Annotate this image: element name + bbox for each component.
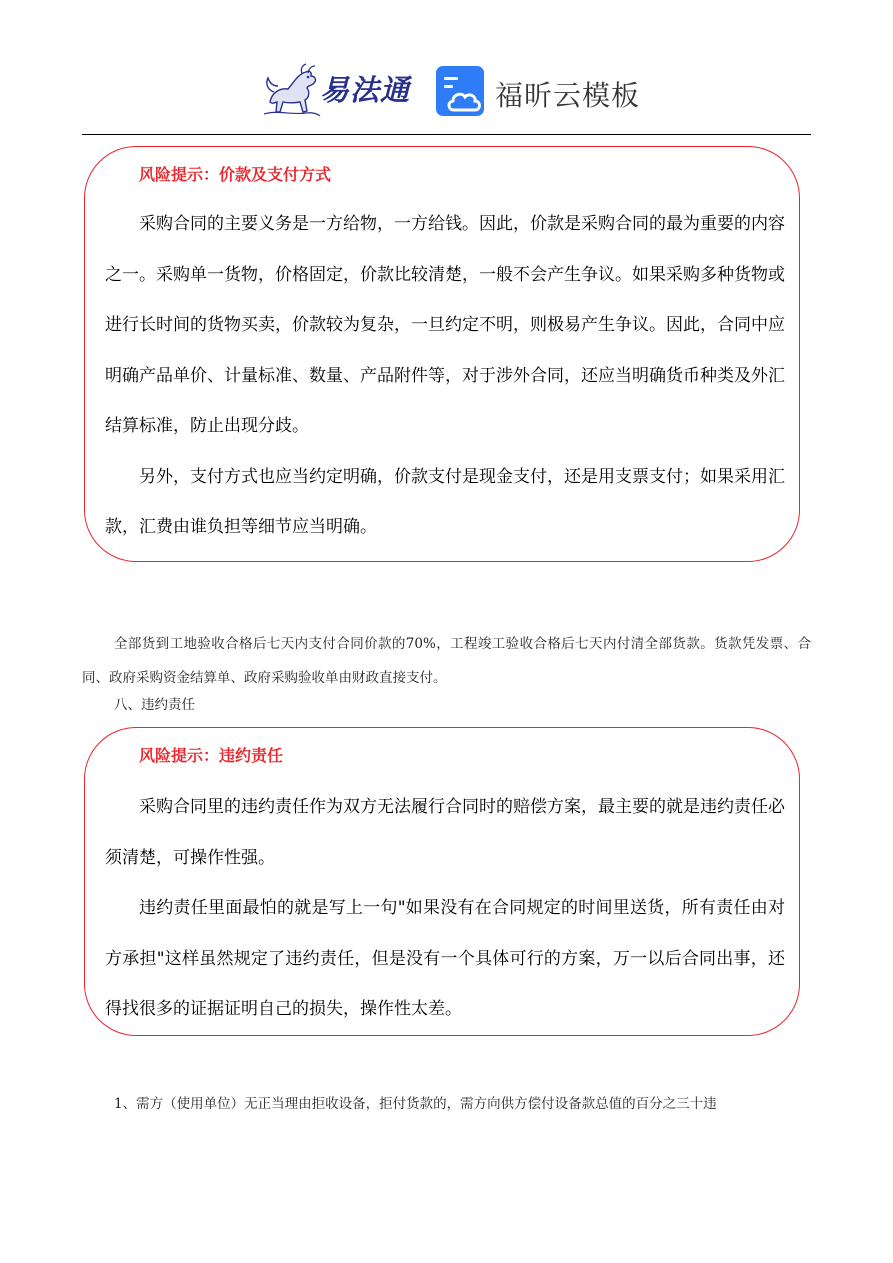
risk-tip-liability-paragraph: 违约责任里面最怕的就是写上一句"如果没有在合同规定的时间里送货，所有责任由对方承担"这样虽然规定了违约责任，但是没有一个具体可行的方案，万一以后合同出事，还得找很多的证据证明自己的损失，操作性太差。 <box>105 898 785 1019</box>
liability-clause-1: 1、需方（使用单位）无正当理由拒收设备，拒付货款的，需方向供方偿付设备款总值的百分之三十违 <box>114 1096 717 1112</box>
qilin-emblem-icon <box>262 62 322 118</box>
risk-tip-payment-title: 风险提示：价款及支付方式 <box>139 165 332 184</box>
risk-tip-payment-paragraph: 采购合同的主要义务是一方给物，一方给钱。因此，价款是采购合同的最为重要的内容之一。采购单一货物，价格固定，价款比较清楚，一般不会产生争议。如果采购多种货物或进行长时间的货物买卖，价款较为复杂，一旦约定不明，则极易产生争议。因此，合同中应明确产品单价、计量标准、数量、产品附件等，对于涉外合同，还应当明确货币种类及外汇结算标准，防止出现分歧。 <box>105 214 785 436</box>
section-8-heading: 八、违约责任 <box>114 697 195 713</box>
risk-tip-liability-box <box>84 727 800 1036</box>
risk-tip-payment-paragraph: 另外，支付方式也应当约定明确，价款支付是现金支付，还是用支票支付；如果采用汇款，汇费由谁负担等细节应当明确。 <box>105 466 785 537</box>
risk-tip-payment-box <box>84 146 800 562</box>
cloud-document-icon <box>436 66 486 116</box>
foxit-cloud-template-text: 福昕云模板 <box>495 79 641 112</box>
yifatong-logo-text: 易法通 <box>320 73 411 107</box>
header-divider <box>82 134 811 135</box>
yifatong-logo <box>262 58 422 120</box>
risk-tip-liability-title: 风险提示：违约责任 <box>139 746 284 765</box>
risk-tip-liability-body <box>105 782 785 1035</box>
page-header <box>0 0 893 136</box>
risk-tip-liability-paragraph: 采购合同里的违约责任作为双方无法履行合同时的赔偿方案，最主要的就是违约责任必须清楚，可操作性强。 <box>105 797 785 868</box>
payment-clause-paragraph: 全部货到工地验收合格后七天内支付合同价款的70%，工程竣工验收合格后七天内付清全部货款。货款凭发票、合同、政府采购资金结算单、政府采购验收单由财政直接支付。 <box>82 636 811 686</box>
foxit-cloud-template-logo <box>436 66 646 118</box>
risk-tip-payment-body <box>105 199 785 553</box>
